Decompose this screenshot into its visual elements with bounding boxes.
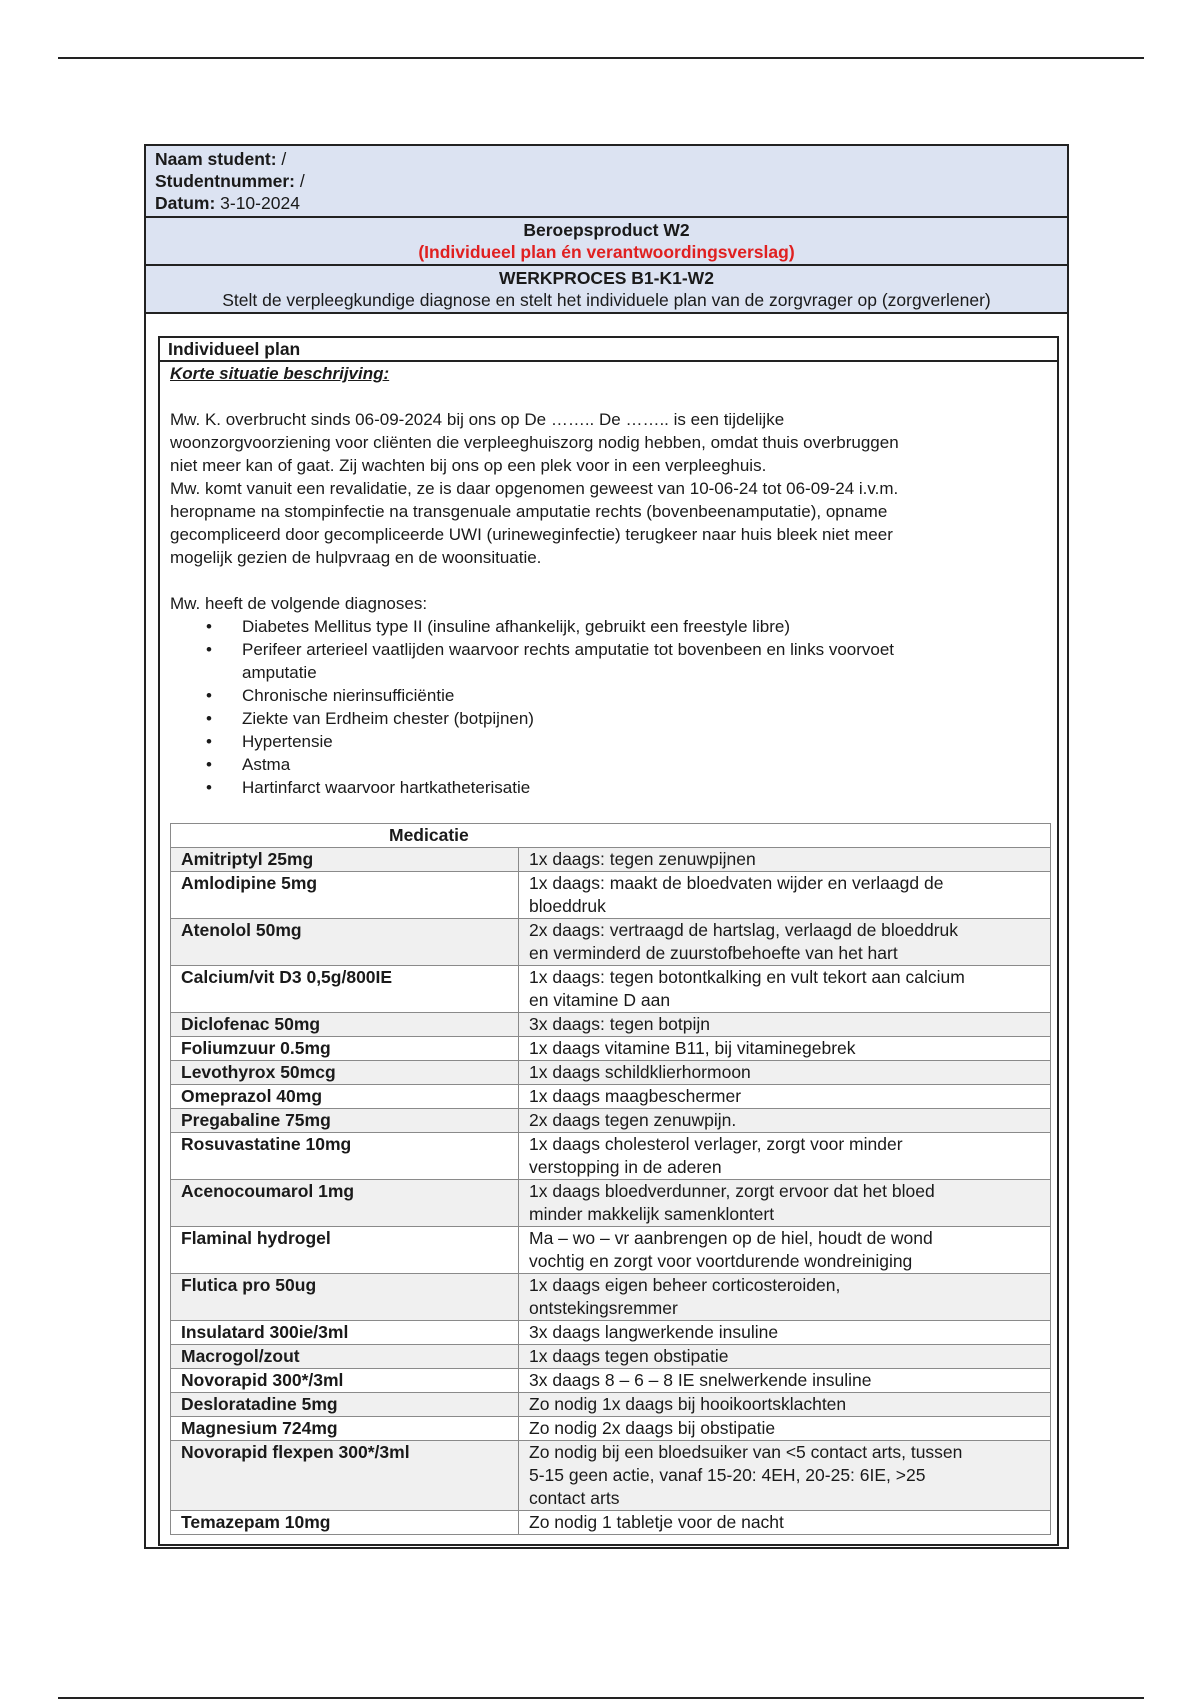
- medication-description: 1x daags schildklierhormoon: [519, 1061, 1051, 1085]
- medication-description: 3x daags 8 – 6 – 8 IE snelwerkende insuline: [519, 1369, 1051, 1393]
- medication-row: [171, 1417, 1051, 1441]
- medication-name: Acenocoumarol 1mg: [171, 1180, 519, 1227]
- diagnosis-item: • Astma: [242, 753, 1047, 776]
- medication-row: [171, 1013, 1051, 1037]
- situation-paragraph: [170, 408, 1047, 569]
- diagnosis-item: • Chronische nierinsufficiëntie: [242, 684, 1047, 707]
- medication-row: [171, 1037, 1051, 1061]
- medication-description: 1x daags vitamine B11, bij vitaminegebrek: [519, 1037, 1051, 1061]
- diagnosis-item: • Hartinfarct waarvoor hartkatheterisatie: [242, 776, 1047, 799]
- medication-description: 1x daags eigen beheer corticosteroiden, ontstekingsremmer: [519, 1274, 1051, 1321]
- medication-name: Amlodipine 5mg: [171, 872, 519, 919]
- medication-name: Novorapid 300*/3ml: [171, 1369, 519, 1393]
- medication-name: Desloratadine 5mg: [171, 1393, 519, 1417]
- bottom-rule: [58, 1697, 1144, 1699]
- product-title: Beroepsproduct W2: [523, 220, 690, 240]
- medication-row: [171, 1321, 1051, 1345]
- product-subtitle: (Individueel plan én verantwoordingsverslag): [418, 242, 795, 262]
- medication-description: Zo nodig bij een bloedsuiker van <5 contact arts, tussen 5-15 geen actie, vanaf 15-20: 4EH, 20-25: 6IE, >25 contact arts: [519, 1441, 1051, 1511]
- medication-table: [170, 823, 1051, 1535]
- medication-row: [171, 1085, 1051, 1109]
- date-line: Datum: 3-10-2024: [155, 193, 300, 213]
- medication-row: [171, 1441, 1051, 1511]
- medication-row: [171, 1274, 1051, 1321]
- situation-line: Mw. K. overbrucht sinds 06-09-2024 bij ons op De …….. De …….. is een tijdelijke: [170, 410, 785, 429]
- medication-row: [171, 1369, 1051, 1393]
- process-description: Stelt de verpleegkundige diagnose en stelt het individuele plan van de zorgvrager op (zorgverlener): [222, 290, 991, 310]
- diagnosis-item: • Diabetes Mellitus type II (insuline afhankelijk, gebruikt een freestyle libre): [242, 615, 1047, 638]
- medication-description: 2x daags: vertraagd de hartslag, verlaagd de bloeddruk en verminderd de zuurstofbehoefte van het hart: [519, 919, 1051, 966]
- plan-content: [160, 362, 1057, 799]
- medication-description: Zo nodig 1x daags bij hooikoortsklachten: [519, 1393, 1051, 1417]
- situation-line: Mw. komt vanuit een revalidatie, ze is daar opgenomen geweest van 10-06-24 tot 06-09-24 i.v.m.: [170, 479, 899, 498]
- medication-row: [171, 872, 1051, 919]
- medication-row: [171, 1227, 1051, 1274]
- medication-row: [171, 1511, 1051, 1535]
- medication-description: 3x daags langwerkende insuline: [519, 1321, 1051, 1345]
- medication-row: [171, 1061, 1051, 1085]
- medication-name: Macrogol/zout: [171, 1345, 519, 1369]
- diagnoses-intro: Mw. heeft de volgende diagnoses:: [170, 594, 428, 613]
- medication-row: [171, 1109, 1051, 1133]
- individual-plan-box: [158, 336, 1059, 1546]
- form-outer-frame: [144, 144, 1069, 1549]
- medication-description: 1x daags: tegen botontkalking en vult tekort aan calcium en vitamine D aan: [519, 966, 1051, 1013]
- medication-name: Levothyrox 50mcg: [171, 1061, 519, 1085]
- situation-line: heropname na stompinfectie na transgenuale amputatie rechts (bovenbeenamputatie), opname: [170, 502, 888, 521]
- student-name-line: Naam student: /: [155, 149, 287, 169]
- medication-description: 2x daags tegen zenuwpijn.: [519, 1109, 1051, 1133]
- medication-row: [171, 1393, 1051, 1417]
- medication-name: Atenolol 50mg: [171, 919, 519, 966]
- situation-line: niet meer kan of gaat. Zij wachten bij ons op een plek voor in een verpleeghuis.: [170, 456, 767, 475]
- diagnosis-item: • Hypertensie: [242, 730, 1047, 753]
- medication-name: Temazepam 10mg: [171, 1511, 519, 1535]
- medication-row: [171, 966, 1051, 1013]
- situation-heading: Korte situatie beschrijving:: [170, 364, 390, 383]
- medication-description: 3x daags: tegen botpijn: [519, 1013, 1051, 1037]
- medication-description: 1x daags maagbeschermer: [519, 1085, 1051, 1109]
- medication-name: Novorapid flexpen 300*/3ml: [171, 1441, 519, 1511]
- situation-line: woonzorgvoorziening voor cliënten die verpleeghuiszorg nodig hebben, omdat thuis overbruggen: [170, 433, 899, 452]
- medication-name: Rosuvastatine 10mg: [171, 1133, 519, 1180]
- medication-description: 1x daags: tegen zenuwpijnen: [519, 848, 1051, 872]
- medication-name: Flutica pro 50ug: [171, 1274, 519, 1321]
- student-info: [146, 146, 1067, 218]
- diagnosis-item: • Ziekte van Erdheim chester (botpijnen): [242, 707, 1047, 730]
- medication-row: [171, 1345, 1051, 1369]
- situation-line: mogelijk gezien de hulpvraag en de woonsituatie.: [170, 548, 542, 567]
- medication-row: [171, 1180, 1051, 1227]
- process-header: [146, 266, 1067, 314]
- medication-name: Insulatard 300ie/3ml: [171, 1321, 519, 1345]
- product-header: [146, 218, 1067, 266]
- diagnoses-list: [170, 615, 1047, 799]
- medication-name: Amitriptyl 25mg: [171, 848, 519, 872]
- medication-description: 1x daags: maakt de bloedvaten wijder en verlaagd de bloeddruk: [519, 872, 1051, 919]
- medication-header: Medicatie: [171, 824, 1051, 848]
- medication-name: Foliumzuur 0.5mg: [171, 1037, 519, 1061]
- medication-description: 1x daags tegen obstipatie: [519, 1345, 1051, 1369]
- medication-row: [171, 848, 1051, 872]
- medication-description: 1x daags bloedverdunner, zorgt ervoor dat het bloed minder makkelijk samenklontert: [519, 1180, 1051, 1227]
- medication-name: Calcium/vit D3 0,5g/800IE: [171, 966, 519, 1013]
- plan-title: Individueel plan: [160, 338, 1057, 362]
- medication-name: Omeprazol 40mg: [171, 1085, 519, 1109]
- process-title: WERKPROCES B1-K1-W2: [499, 268, 714, 288]
- medication-row: [171, 919, 1051, 966]
- medication-name: Flaminal hydrogel: [171, 1227, 519, 1274]
- student-number-line: Studentnummer: /: [155, 171, 305, 191]
- medication-row: [171, 1133, 1051, 1180]
- medication-description: Zo nodig 2x daags bij obstipatie: [519, 1417, 1051, 1441]
- medication-description: Ma – wo – vr aanbrengen op de hiel, houdt de wond vochtig en zorgt voor voortdurende wondreiniging: [519, 1227, 1051, 1274]
- medication-name: Diclofenac 50mg: [171, 1013, 519, 1037]
- diagnosis-item: • Perifeer arterieel vaatlijden waarvoor rechts amputatie tot bovenbeen en links voorvoet amputatie: [242, 638, 1047, 684]
- medication-description: Zo nodig 1 tabletje voor de nacht: [519, 1511, 1051, 1535]
- medication-name: Pregabaline 75mg: [171, 1109, 519, 1133]
- medication-description: 1x daags cholesterol verlager, zorgt voor minder verstopping in de aderen: [519, 1133, 1051, 1180]
- medication-name: Magnesium 724mg: [171, 1417, 519, 1441]
- top-rule: [58, 57, 1144, 59]
- situation-line: gecompliceerd door gecompliceerde UWI (urineweginfectie) terugkeer naar huis bleek niet meer: [170, 525, 893, 544]
